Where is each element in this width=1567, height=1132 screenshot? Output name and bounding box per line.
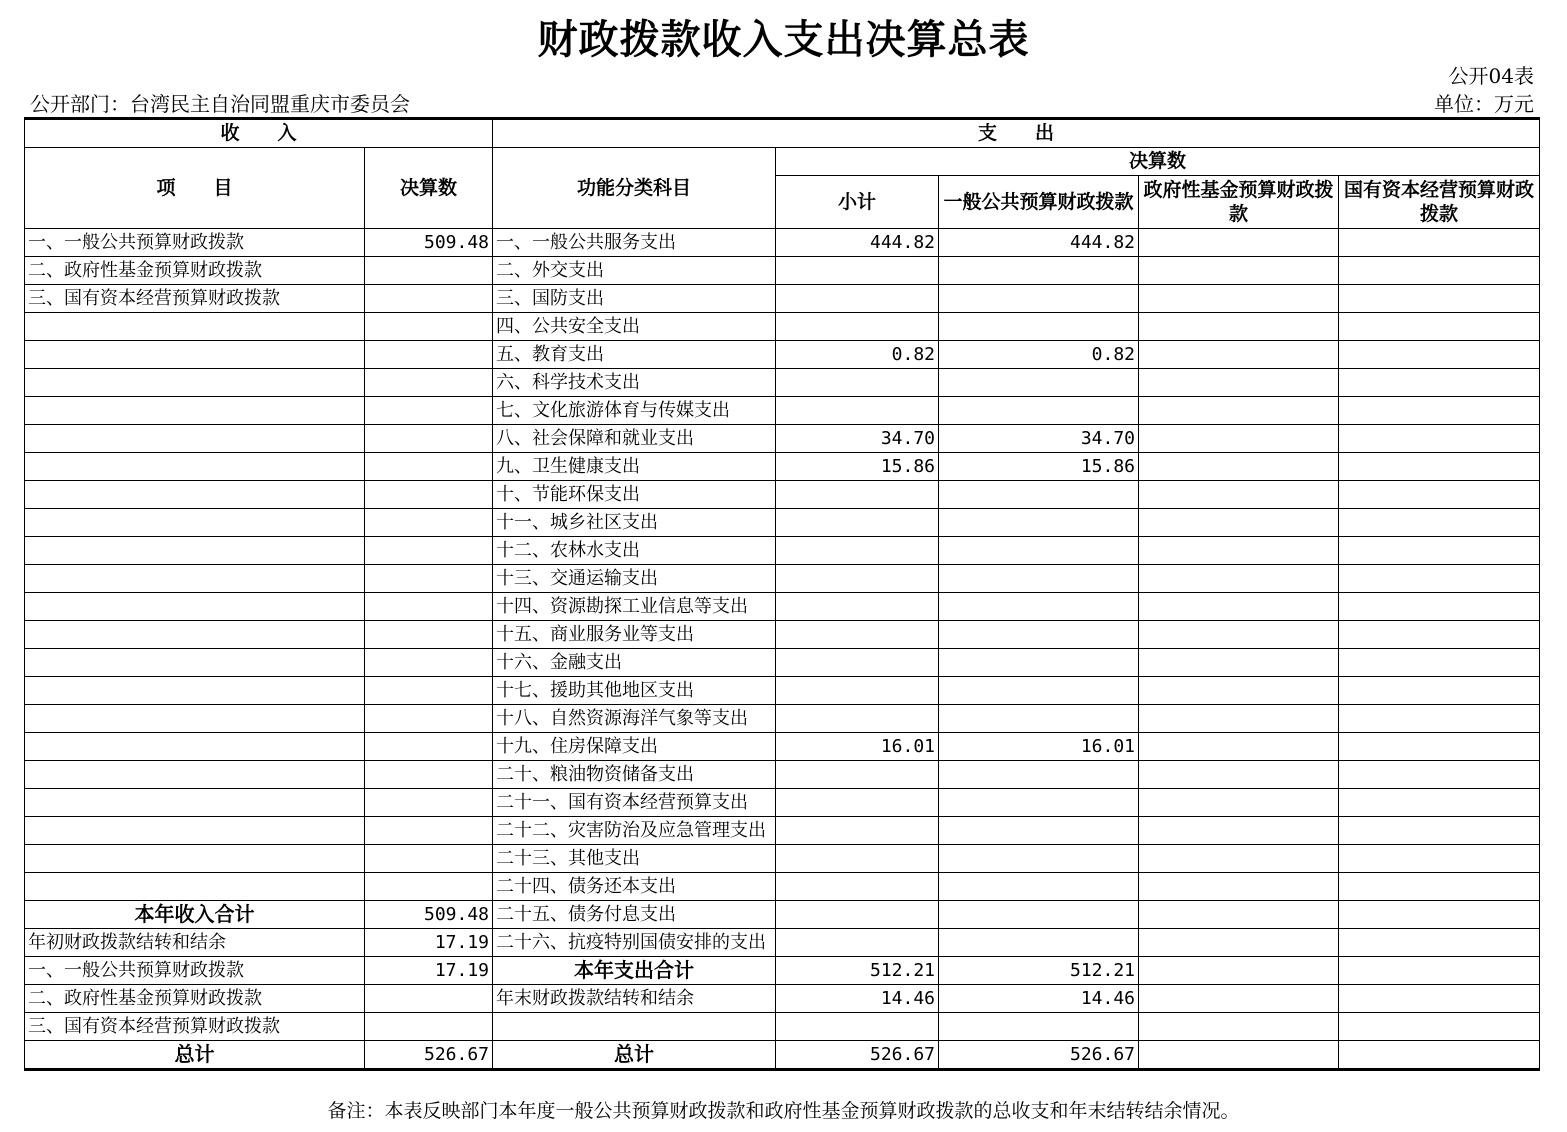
table-row xyxy=(25,285,1540,313)
fund-budget-cell xyxy=(1139,369,1339,397)
income-item-cell xyxy=(25,537,365,565)
state-capital-cell xyxy=(1339,453,1540,481)
state-capital-cell xyxy=(1339,957,1540,985)
state-capital-cell xyxy=(1339,313,1540,341)
state-capital-cell xyxy=(1339,425,1540,453)
income-amount-cell xyxy=(365,761,493,789)
table-row xyxy=(25,677,1540,705)
fund-budget-cell xyxy=(1139,929,1339,957)
fund-budget-cell xyxy=(1139,229,1339,257)
table-row xyxy=(25,1041,1540,1070)
fund-budget-cell xyxy=(1139,1041,1339,1070)
table-row xyxy=(25,257,1540,285)
fund-budget-cell xyxy=(1139,733,1339,761)
income-item-cell xyxy=(25,313,365,341)
income-amount-cell xyxy=(365,873,493,901)
fund-budget-cell xyxy=(1139,901,1339,929)
state-capital-cell xyxy=(1339,509,1540,537)
income-amount-cell xyxy=(365,397,493,425)
state-capital-cell xyxy=(1339,481,1540,509)
subtotal-cell: 444.82 xyxy=(776,229,939,257)
income-amount-cell: 509.48 xyxy=(365,901,493,929)
table-row xyxy=(25,369,1540,397)
income-item-cell: 一、一般公共预算财政拨款 xyxy=(25,957,365,985)
general-budget-cell xyxy=(939,481,1139,509)
general-budget-cell xyxy=(939,761,1139,789)
subtotal-cell: 15.86 xyxy=(776,453,939,481)
income-item-cell: 三、国有资本经营预算财政拨款 xyxy=(25,1013,365,1041)
general-budget-cell xyxy=(939,509,1139,537)
income-amount-cell xyxy=(365,285,493,313)
income-item-cell xyxy=(25,397,365,425)
table-row xyxy=(25,313,1540,341)
income-amount-cell xyxy=(365,369,493,397)
income-item-cell xyxy=(25,845,365,873)
header-row-2 xyxy=(25,148,1540,176)
subtotal-cell xyxy=(776,397,939,425)
income-amount-cell xyxy=(365,733,493,761)
table-row xyxy=(25,1013,1540,1041)
fund-budget-cell xyxy=(1139,397,1339,425)
income-item-cell: 二、政府性基金预算财政拨款 xyxy=(25,985,365,1013)
final-header: 决算数 xyxy=(776,148,1540,176)
income-header: 收 入 xyxy=(25,119,493,148)
general-budget-cell xyxy=(939,873,1139,901)
expense-item-cell: 六、科学技术支出 xyxy=(493,369,776,397)
income-item-cell: 年初财政拨款结转和结余 xyxy=(25,929,365,957)
state-capital-cell xyxy=(1339,565,1540,593)
income-amount-cell: 526.67 xyxy=(365,1041,493,1070)
table-row xyxy=(25,481,1540,509)
fund-budget-cell xyxy=(1139,537,1339,565)
subtotal-cell xyxy=(776,901,939,929)
expense-item-cell: 十、节能环保支出 xyxy=(493,481,776,509)
item-header: 项 目 xyxy=(25,148,365,229)
fund-budget-cell xyxy=(1139,985,1339,1013)
income-amount-cell xyxy=(365,845,493,873)
income-amount-cell xyxy=(365,593,493,621)
general-budget-cell xyxy=(939,649,1139,677)
amount-header: 决算数 xyxy=(365,148,493,229)
header-row-1 xyxy=(25,119,1540,148)
expense-item-cell: 总计 xyxy=(493,1041,776,1070)
subtotal-cell xyxy=(776,1013,939,1041)
general-budget-cell xyxy=(939,621,1139,649)
state-capital-cell xyxy=(1339,817,1540,845)
table-row xyxy=(25,621,1540,649)
fund-budget-cell xyxy=(1139,705,1339,733)
general-budget-cell: 512.21 xyxy=(939,957,1139,985)
table-row xyxy=(25,453,1540,481)
state-capital-cell xyxy=(1339,1013,1540,1041)
general-budget-cell xyxy=(939,593,1139,621)
table-row xyxy=(25,509,1540,537)
subtotal-cell xyxy=(776,677,939,705)
subtotal-cell xyxy=(776,649,939,677)
subtotal-cell xyxy=(776,313,939,341)
income-amount-cell xyxy=(365,257,493,285)
subtotal-cell xyxy=(776,761,939,789)
income-item-cell xyxy=(25,481,365,509)
income-item-cell xyxy=(25,341,365,369)
expense-item-cell: 十三、交通运输支出 xyxy=(493,565,776,593)
fund-header: 政府性基金预算财政拨款 xyxy=(1139,176,1339,229)
func-header: 功能分类科目 xyxy=(493,148,776,229)
table-row xyxy=(25,929,1540,957)
expense-item-cell: 一、一般公共服务支出 xyxy=(493,229,776,257)
state-capital-cell xyxy=(1339,789,1540,817)
table-row xyxy=(25,957,1540,985)
unit-label: 单位：万元 xyxy=(1434,92,1534,116)
state-capital-cell xyxy=(1339,929,1540,957)
table-row xyxy=(25,873,1540,901)
general-budget-cell xyxy=(939,705,1139,733)
subtotal-cell: 0.82 xyxy=(776,341,939,369)
table-row xyxy=(25,397,1540,425)
expense-item-cell: 二十一、国有资本经营预算支出 xyxy=(493,789,776,817)
expense-item-cell: 十一、城乡社区支出 xyxy=(493,509,776,537)
general-budget-cell: 444.82 xyxy=(939,229,1139,257)
table-row xyxy=(25,341,1540,369)
general-budget-cell xyxy=(939,313,1139,341)
subtotal-cell xyxy=(776,285,939,313)
state-capital-cell xyxy=(1339,761,1540,789)
expense-item-cell: 本年支出合计 xyxy=(493,957,776,985)
state-capital-cell xyxy=(1339,677,1540,705)
income-item-cell xyxy=(25,453,365,481)
subtotal-cell xyxy=(776,257,939,285)
general-budget-cell: 14.46 xyxy=(939,985,1139,1013)
form-number: 公开04表 xyxy=(1448,64,1534,88)
fund-budget-cell xyxy=(1139,481,1339,509)
state-capital-cell xyxy=(1339,649,1540,677)
income-item-cell: 一、一般公共预算财政拨款 xyxy=(25,229,365,257)
expense-header: 支 出 xyxy=(493,119,1540,148)
income-amount-cell: 509.48 xyxy=(365,229,493,257)
fund-budget-cell xyxy=(1139,453,1339,481)
income-item-cell xyxy=(25,621,365,649)
state-capital-cell xyxy=(1339,593,1540,621)
state-capital-cell xyxy=(1339,621,1540,649)
general-budget-cell xyxy=(939,901,1139,929)
income-item-cell xyxy=(25,873,365,901)
expense-item-cell: 二十五、债务付息支出 xyxy=(493,901,776,929)
income-amount-cell xyxy=(365,341,493,369)
table-row xyxy=(25,985,1540,1013)
general-budget-cell xyxy=(939,929,1139,957)
income-amount-cell xyxy=(365,621,493,649)
table-row xyxy=(25,649,1540,677)
fund-budget-cell xyxy=(1139,285,1339,313)
general-budget-cell xyxy=(939,1013,1139,1041)
fund-budget-cell xyxy=(1139,677,1339,705)
fund-budget-cell xyxy=(1139,621,1339,649)
general-budget-cell xyxy=(939,565,1139,593)
income-amount-cell xyxy=(365,1013,493,1041)
state-capital-cell xyxy=(1339,1041,1540,1070)
income-amount-cell xyxy=(365,817,493,845)
expense-item-cell: 四、公共安全支出 xyxy=(493,313,776,341)
income-amount-cell xyxy=(365,537,493,565)
income-item-cell xyxy=(25,761,365,789)
expense-item-cell: 五、教育支出 xyxy=(493,341,776,369)
subtotal-cell xyxy=(776,565,939,593)
fund-budget-cell xyxy=(1139,845,1339,873)
income-item-cell xyxy=(25,369,365,397)
state-capital-cell xyxy=(1339,397,1540,425)
state-capital-cell xyxy=(1339,985,1540,1013)
general-budget-cell: 16.01 xyxy=(939,733,1139,761)
income-item-cell xyxy=(25,705,365,733)
fund-budget-cell xyxy=(1139,1013,1339,1041)
income-item-cell xyxy=(25,677,365,705)
subtotal-cell xyxy=(776,705,939,733)
expense-item-cell: 九、卫生健康支出 xyxy=(493,453,776,481)
income-amount-cell xyxy=(365,677,493,705)
state-capital-cell xyxy=(1339,369,1540,397)
subtotal-cell xyxy=(776,817,939,845)
general-budget-cell xyxy=(939,257,1139,285)
general-header: 一般公共预算财政拨款 xyxy=(939,176,1139,229)
expense-item-cell: 年末财政拨款结转和结余 xyxy=(493,985,776,1013)
fund-budget-cell xyxy=(1139,341,1339,369)
table-row xyxy=(25,789,1540,817)
expense-item-cell: 二十二、灾害防治及应急管理支出 xyxy=(493,817,776,845)
department-label: 公开部门：台湾民主自治同盟重庆市委员会 xyxy=(30,92,410,116)
state-capital-cell xyxy=(1339,229,1540,257)
subtotal-cell: 526.67 xyxy=(776,1041,939,1070)
general-budget-cell xyxy=(939,789,1139,817)
expense-item-cell: 十八、自然资源海洋气象等支出 xyxy=(493,705,776,733)
state-capital-cell xyxy=(1339,285,1540,313)
income-item-cell xyxy=(25,789,365,817)
subtotal-cell xyxy=(776,509,939,537)
table-row xyxy=(25,705,1540,733)
income-item-cell xyxy=(25,509,365,537)
income-amount-cell xyxy=(365,985,493,1013)
table-row xyxy=(25,733,1540,761)
expense-item-cell: 十二、农林水支出 xyxy=(493,537,776,565)
fund-budget-cell xyxy=(1139,873,1339,901)
expense-item-cell: 二十四、债务还本支出 xyxy=(493,873,776,901)
subtotal-cell xyxy=(776,873,939,901)
fund-budget-cell xyxy=(1139,649,1339,677)
table-row xyxy=(25,845,1540,873)
subtotal-cell xyxy=(776,929,939,957)
expense-item-cell: 二十三、其他支出 xyxy=(493,845,776,873)
income-amount-cell xyxy=(365,453,493,481)
subtotal-cell xyxy=(776,789,939,817)
fund-budget-cell xyxy=(1139,509,1339,537)
fund-budget-cell xyxy=(1139,257,1339,285)
income-item-cell xyxy=(25,425,365,453)
table-row xyxy=(25,537,1540,565)
subtotal-cell: 34.70 xyxy=(776,425,939,453)
expense-item-cell: 三、国防支出 xyxy=(493,285,776,313)
income-item-cell: 本年收入合计 xyxy=(25,901,365,929)
income-amount-cell xyxy=(365,481,493,509)
expense-item-cell: 十九、住房保障支出 xyxy=(493,733,776,761)
fund-budget-cell xyxy=(1139,957,1339,985)
general-budget-cell: 15.86 xyxy=(939,453,1139,481)
table-row xyxy=(25,425,1540,453)
subtotal-cell xyxy=(776,845,939,873)
fund-budget-cell xyxy=(1139,313,1339,341)
table-row xyxy=(25,565,1540,593)
state-capital-cell xyxy=(1339,901,1540,929)
general-budget-cell xyxy=(939,817,1139,845)
fund-budget-cell xyxy=(1139,817,1339,845)
footnote: 备注：本表反映部门本年度一般公共预算财政拨款和政府性基金预算财政拨款的总收支和年末结转结余情况。 xyxy=(327,1100,1240,1122)
expense-item-cell: 十六、金融支出 xyxy=(493,649,776,677)
fund-budget-cell xyxy=(1139,789,1339,817)
expense-item-cell: 二十、粮油物资储备支出 xyxy=(493,761,776,789)
subtotal-cell: 512.21 xyxy=(776,957,939,985)
table-row xyxy=(25,229,1540,257)
subtotal-cell xyxy=(776,481,939,509)
state-capital-cell xyxy=(1339,705,1540,733)
state-capital-cell xyxy=(1339,257,1540,285)
state-capital-cell xyxy=(1339,733,1540,761)
expense-item-cell: 十五、商业服务业等支出 xyxy=(493,621,776,649)
expense-item-cell: 二十六、抗疫特别国债安排的支出 xyxy=(493,929,776,957)
subtotal-cell xyxy=(776,369,939,397)
income-amount-cell xyxy=(365,789,493,817)
general-budget-cell xyxy=(939,285,1139,313)
general-budget-cell: 34.70 xyxy=(939,425,1139,453)
expense-item-cell: 二、外交支出 xyxy=(493,257,776,285)
expense-item-cell: 八、社会保障和就业支出 xyxy=(493,425,776,453)
expense-item-cell: 七、文化旅游体育与传媒支出 xyxy=(493,397,776,425)
state-capital-cell xyxy=(1339,845,1540,873)
income-amount-cell xyxy=(365,425,493,453)
income-item-cell xyxy=(25,733,365,761)
subtotal-header: 小计 xyxy=(776,176,939,229)
income-item-cell: 总计 xyxy=(25,1041,365,1070)
fund-budget-cell xyxy=(1139,761,1339,789)
table-row xyxy=(25,817,1540,845)
expense-item-cell: 十四、资源勘探工业信息等支出 xyxy=(493,593,776,621)
income-item-cell xyxy=(25,565,365,593)
income-amount-cell xyxy=(365,509,493,537)
general-budget-cell: 0.82 xyxy=(939,341,1139,369)
subtotal-cell xyxy=(776,537,939,565)
general-budget-cell xyxy=(939,537,1139,565)
general-budget-cell xyxy=(939,845,1139,873)
table-row xyxy=(25,761,1540,789)
subtotal-cell xyxy=(776,593,939,621)
general-budget-cell xyxy=(939,397,1139,425)
budget-table xyxy=(24,117,1540,1071)
income-item-cell xyxy=(25,817,365,845)
subtotal-cell xyxy=(776,621,939,649)
general-budget-cell xyxy=(939,369,1139,397)
income-amount-cell xyxy=(365,313,493,341)
income-amount-cell xyxy=(365,705,493,733)
income-item-cell: 二、政府性基金预算财政拨款 xyxy=(25,257,365,285)
general-budget-cell xyxy=(939,677,1139,705)
income-amount-cell: 17.19 xyxy=(365,957,493,985)
state-capital-cell xyxy=(1339,537,1540,565)
table-row xyxy=(25,593,1540,621)
income-amount-cell xyxy=(365,649,493,677)
income-item-cell xyxy=(25,593,365,621)
income-item-cell: 三、国有资本经营预算财政拨款 xyxy=(25,285,365,313)
fund-budget-cell xyxy=(1139,593,1339,621)
state-capital-cell xyxy=(1339,341,1540,369)
income-item-cell xyxy=(25,649,365,677)
subtotal-cell: 16.01 xyxy=(776,733,939,761)
expense-item-cell xyxy=(493,1013,776,1041)
subtotal-cell: 14.46 xyxy=(776,985,939,1013)
fund-budget-cell xyxy=(1139,425,1339,453)
fund-budget-cell xyxy=(1139,565,1339,593)
state-capital-cell xyxy=(1339,873,1540,901)
expense-item-cell: 十七、援助其他地区支出 xyxy=(493,677,776,705)
income-amount-cell: 17.19 xyxy=(365,929,493,957)
general-budget-cell: 526.67 xyxy=(939,1041,1139,1070)
table-row xyxy=(25,901,1540,929)
page-title: 财政拨款收入支出决算总表 xyxy=(537,16,1030,63)
state-header: 国有资本经营预算财政拨款 xyxy=(1339,176,1540,229)
income-amount-cell xyxy=(365,565,493,593)
